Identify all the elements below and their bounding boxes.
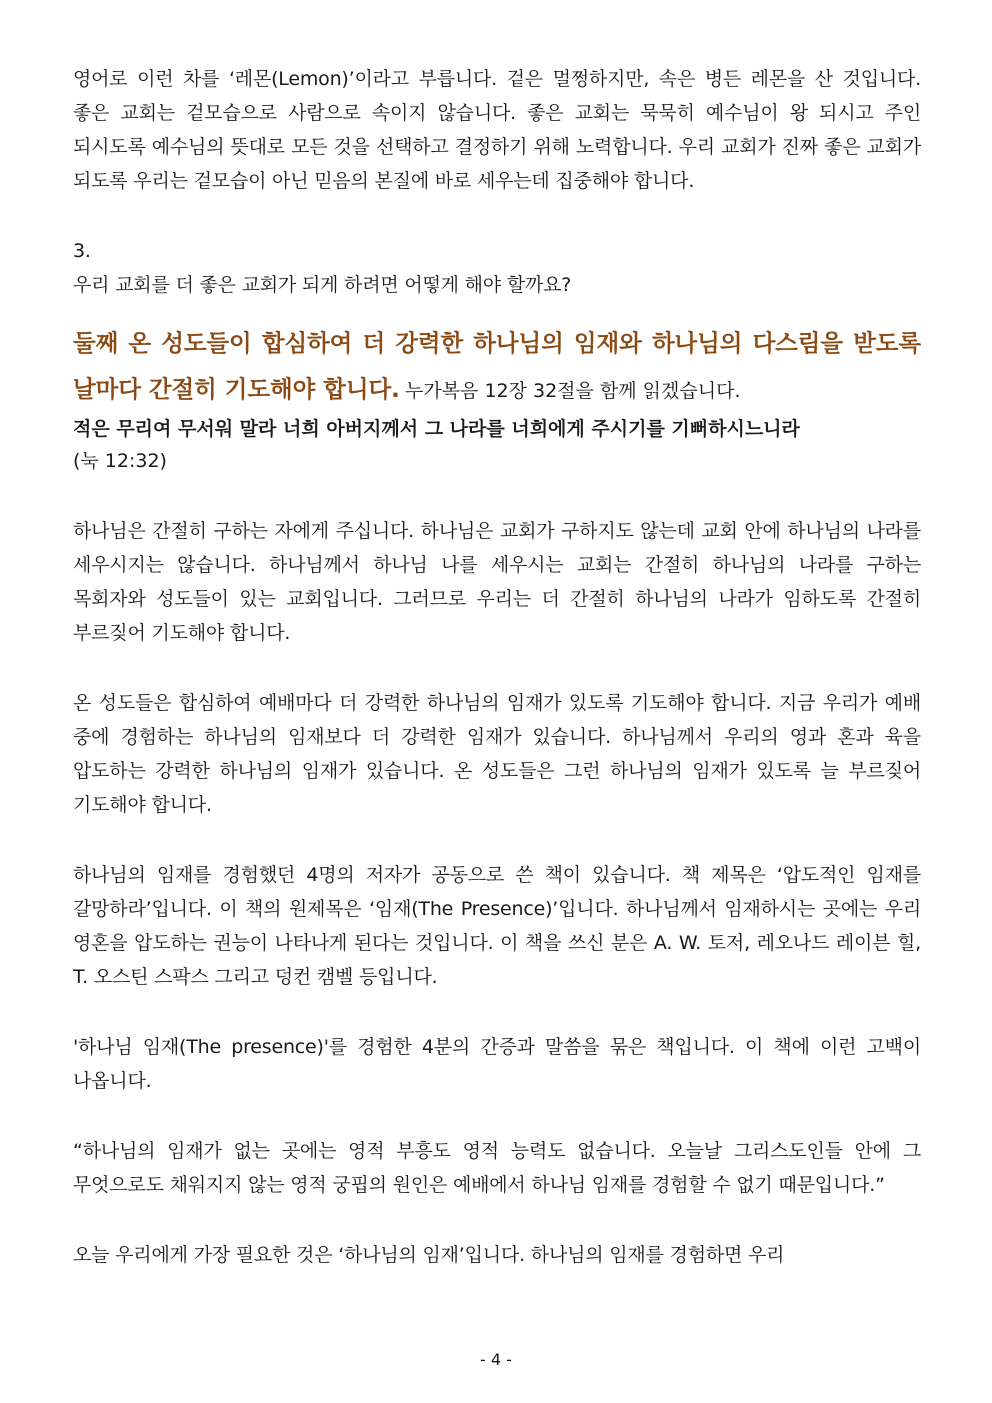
scripture-reference: (눅 12:32)	[73, 450, 167, 472]
page-number: - 4 -	[480, 1350, 512, 1369]
section-number: 3.	[73, 240, 91, 262]
document-page	[73, 62, 921, 1272]
paragraph-book: 하나님의 임재를 경험했던 4명의 저자가 공동으로 쓴 책이 있습니다. 책 제목은 ‘압도적인 임재를 갈망하라’입니다. 이 책의 원제목은 ‘임재(The Presence)’입니다. 하나님께서 임재하시는 곳에는 우리 영혼을 압도하는 권능이 나타나게 된다는 것입니다. 이 책을 쓰신 분은 A. W. 토저, 레오나드 레이븐 힐, T. 오스틴 스팍스 그리고 덩컨 캠벨 등입니다.	[73, 864, 921, 988]
paragraph-testimony: '하나님 임재(The presence)'를 경험한 4분의 간증과 말씀을 묶은 책입니다. 이 책에 이런 고백이 나옵니다.	[73, 1036, 921, 1092]
paragraph-presence: 온 성도들은 합심하여 예배마다 더 강력한 하나님의 임재가 있도록 기도해야 합니다. 지금 우리가 예배 중에 경험하는 하나님의 임재보다 더 강력한 임재가 있습니다. 하나님께서 우리의 영과 혼과 육을 압도하는 강력한 하나님의 임재가 있습니다. 온 성도들은 그런 하나님의 임재가 있도록 늘 부르짖어 기도해야 합니다.	[73, 692, 921, 816]
section-question: 우리 교회를 더 좋은 교회가 되게 하려면 어떻게 해야 할까요?	[73, 274, 572, 296]
paragraph-prayer: 하나님은 간절히 구하는 자에게 주십니다. 하나님은 교회가 구하지도 않는데 교회 안에 하나님의 나라를 세우시지는 않습니다. 하나님께서 하나님 나를 세우시는 교회는 간절히 하나님의 나라를 구하는 목회자와 성도들이 있는 교회입니다. 그러므로 우리는 더 간절히 하나님의 나라가 임하도록 간절히 부르짖어 기도해야 합니다.	[73, 520, 921, 644]
scripture-verse: 적은 무리여 무서워 말라 너희 아버지께서 그 나라를 너희에게 주시기를 기뻐하시느니라	[73, 418, 800, 440]
scripture-reading-note: 누가복음 12장 32절을 함께 읽겠습니다.	[404, 380, 741, 402]
point-heading: 둘째 온 성도들이 합심하여 더 강력한 하나님의 임재와 하나님의 다스림을 받도록 날마다 간절히 기도해야 합니다.	[73, 329, 921, 403]
paragraph-quote: “하나님의 임재가 없는 곳에는 영적 부흥도 영적 능력도 없습니다. 오늘날 그리스도인들 안에 그 무엇으로도 채워지지 않는 영적 궁핍의 원인은 예배에서 하나님 임재를 경험할 수 없기 때문입니다.”	[73, 1140, 921, 1196]
paragraph-lemon: 영어로 이런 차를 ‘레몬(Lemon)’이라고 부릅니다. 겉은 멀쩡하지만, 속은 병든 레몬을 산 것입니다. 좋은 교회는 겉모습으로 사람으로 속이지 않습니다. 좋은 교회는 묵묵히 예수님이 왕 되시고 주인 되시도록 예수님의 뜻대로 모든 것을 선택하고 결정하기 위해 노력합니다. 우리 교회가 진짜 좋은 교회가 되도록 우리는 겉모습이 아닌 믿음의 본질에 바로 세우는데 집중해야 합니다.	[73, 68, 921, 192]
point-heading-block	[73, 320, 921, 412]
paragraph-closing: 오늘 우리에게 가장 필요한 것은 ‘하나님의 임재’입니다. 하나님의 임재를 경험하면 우리	[73, 1244, 785, 1266]
